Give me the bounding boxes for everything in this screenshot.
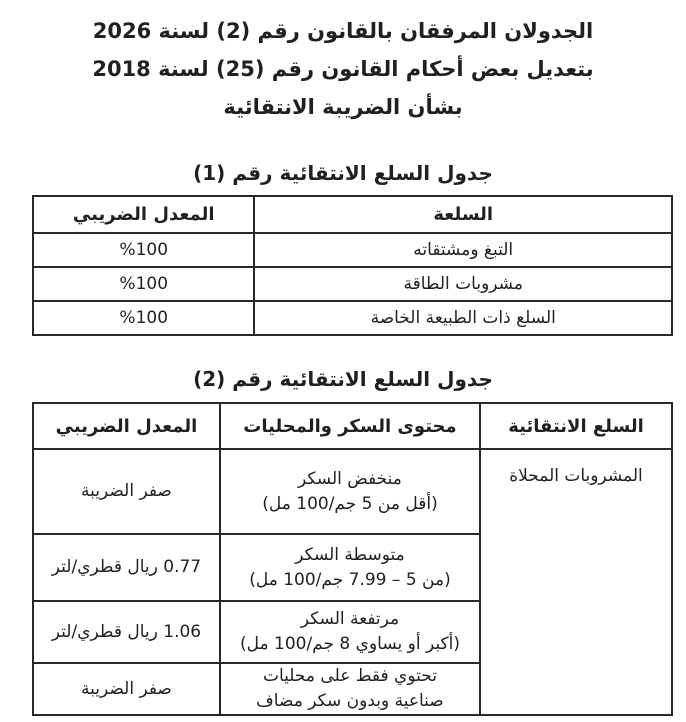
table2-caption: جدول السلع الانتقائية رقم (2) — [193, 367, 493, 391]
document-title — [0, 0, 686, 126]
content-line: منخفض السكر — [298, 468, 402, 489]
excise-goods-table-1 — [32, 195, 673, 336]
table2-header-row — [33, 403, 672, 449]
title-line-1: الجدولان المرفقان بالقانون رقم (2) لسنة 2026 — [92, 19, 594, 43]
table1-header-goods: السلعة — [254, 196, 672, 233]
table2-rate-cell: 0.77 ريال قطري/لتر — [33, 534, 220, 601]
table1-goods-cell: السلع ذات الطبيعة الخاصة — [254, 301, 672, 335]
table1-rate-cell: %100 — [33, 233, 254, 267]
table2-content-cell — [220, 534, 480, 601]
table2-header-goods: السلع الانتقائية — [480, 403, 672, 449]
table2-rate-cell: 1.06 ريال قطري/لتر — [33, 601, 220, 663]
content-line: (أكبر أو يساوي 8 جم/100 مل) — [239, 634, 460, 654]
content-line: (أقل من 5 جم/100 مل) — [262, 493, 438, 514]
table1-header-rate: المعدل الضريبي — [33, 196, 254, 233]
excise-goods-table-2 — [32, 402, 673, 716]
table2-content-cell — [220, 663, 480, 715]
table2-goods-merged-cell: المشروبات المحلاة — [480, 449, 672, 715]
table1-goods-cell: التبغ ومشتقاته — [254, 233, 672, 267]
content-line: متوسطة السكر — [295, 544, 405, 565]
table1-header-row — [33, 196, 672, 233]
title-line-2: بتعديل بعض أحكام القانون رقم (25) لسنة 2018 — [92, 57, 594, 81]
table1-goods-cell: مشروبات الطاقة — [254, 267, 672, 301]
content-line: (من 5 – 7.99 جم/100 مل) — [249, 569, 451, 590]
table-row — [33, 267, 672, 301]
table-row — [33, 449, 672, 534]
table1-rate-cell: %100 — [33, 301, 254, 335]
table2-header-content: محتوى السكر والمحليات — [220, 403, 480, 449]
table1-caption: جدول السلع الانتقائية رقم (1) — [193, 161, 493, 185]
table2-content-cell — [220, 449, 480, 534]
table2-header-rate: المعدل الضريبي — [33, 403, 220, 449]
table-row — [33, 301, 672, 335]
content-line: صناعية وبدون سكر مضاف — [256, 691, 444, 711]
title-line-3: بشأن الضريبة الانتقائية — [223, 95, 463, 119]
content-line: تحتوي فقط على محليات — [262, 666, 437, 686]
table2-content-cell — [220, 601, 480, 663]
table2-rate-cell: صفر الضريبة — [33, 449, 220, 534]
table-row — [33, 233, 672, 267]
table1-rate-cell: %100 — [33, 267, 254, 301]
table2-rate-cell: صفر الضريبة — [33, 663, 220, 715]
content-line: مرتفعة السكر — [300, 609, 400, 629]
